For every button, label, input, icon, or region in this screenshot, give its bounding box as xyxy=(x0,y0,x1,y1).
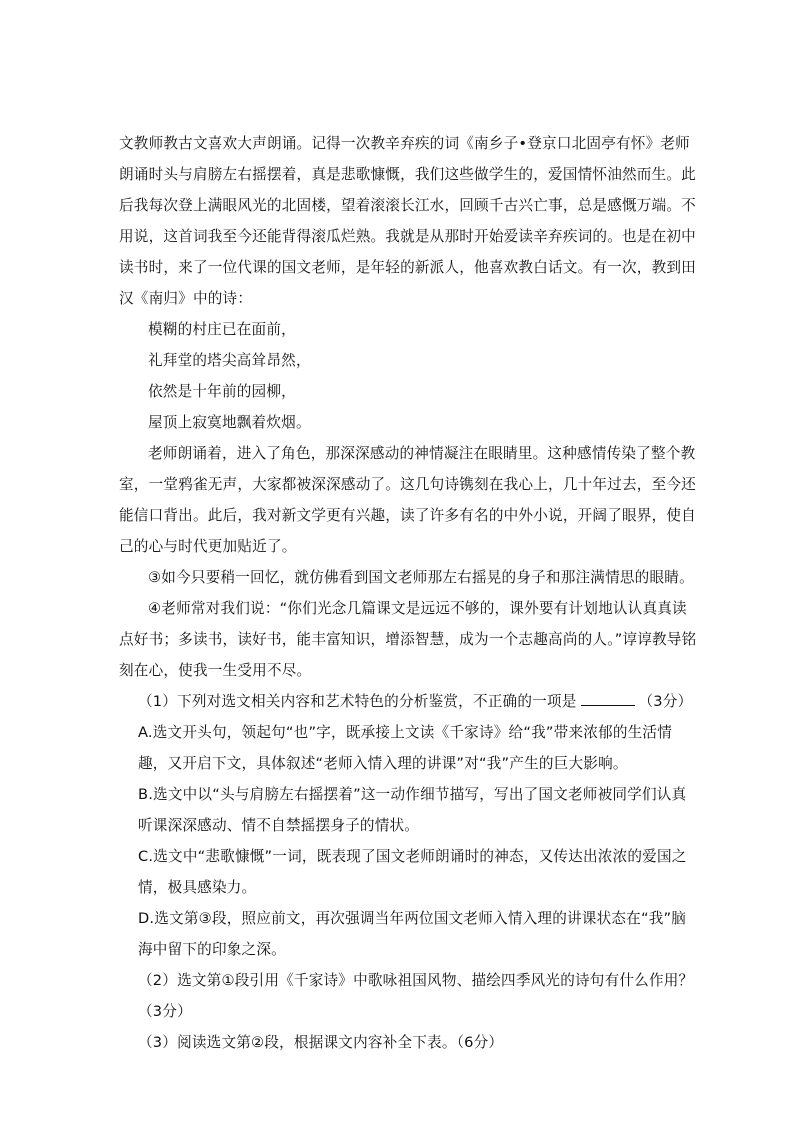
text-line: 老师朗诵着，进入了角色，那深深感动的神情凝注在眼睛里。这种感情传染了整个教 xyxy=(148,445,696,462)
question-stem: （3）阅读选文第②段，根据课文内容补全下表。（6分） xyxy=(138,1034,504,1051)
text-line: 读书时，来了一位代课的国文老师，是年轻的新派人，他喜欢教白话文。有一次，教到田 xyxy=(119,259,696,276)
option-line: B.选文中以“头与肩膀左右摇摆着”这一动作细节描写，写出了国文老师被同学们认真 xyxy=(138,786,687,803)
passage-paragraph-3 xyxy=(119,562,694,593)
poem-line: 礼拜堂的塔尖高耸昂然， xyxy=(148,352,311,369)
question-stem xyxy=(119,686,693,717)
option-line: 听课深深感动、情不自禁摇摆身子的情状。 xyxy=(138,817,420,834)
question-score: （3分） xyxy=(138,1003,192,1020)
text-line: 能信口背出。此后，我对新文学更有兴趣，读了许多有名的中外小说，开阔了眼界，使自 xyxy=(119,507,696,524)
text-line: ④老师常对我们说：“你们光念几篇课文是远远不够的，课外要有计划地认认真真读 xyxy=(148,600,687,617)
passage-paragraph-4 xyxy=(119,593,697,686)
option-line: 趣，又开启下文，具体叙述“老师入情入理的讲课”对“我”产生的巨大影响。 xyxy=(138,755,628,772)
text-line: 后我每次登上满眼风光的北固楼，望着滚滚长江水，回顾千古兴亡事，总是感慨万端。不 xyxy=(119,197,696,214)
option-c xyxy=(119,841,687,903)
text-line: 朗诵时头与肩膀左右摇摆着，真是悲歌慷慨，我们这些做学生的，爱国情怀油然而生。此 xyxy=(119,166,696,183)
question-stem: （2）选文第①段引用《千家诗》中歌咏祖国风物、描绘四季风光的诗句有什么作用？ xyxy=(138,972,694,989)
question-1-stem: （1）下列对选文相关内容和艺术特色的分析鉴赏，不正确的一项是 xyxy=(138,693,577,710)
text-line: 刻在心，使我一生受用不尽。 xyxy=(119,662,312,679)
poem-line: 屋顶上寂寞地飘着炊烟。 xyxy=(148,414,311,431)
option-line: A.选文开头句，领起句“也”字，既承接上文读《千家诗》给“我”带来浓郁的生活情 xyxy=(138,724,673,741)
passage-paragraph-1 xyxy=(119,128,696,314)
document-content xyxy=(119,128,697,1058)
poem-quote xyxy=(119,314,679,438)
question-1 xyxy=(119,686,693,965)
option-line: C.选文中“悲歌慷慨”一词，既表现了国文老师朗诵时的神态，又传达出浓浓的爱国之 xyxy=(138,848,687,865)
text-line: ③如今只要稍一回忆，就仿佛看到国文老师那左右摇晃的身子和那注满情思的眼睛。 xyxy=(148,569,694,586)
text-line: 汉《南归》中的诗： xyxy=(119,290,253,307)
option-a xyxy=(119,717,679,779)
option-d xyxy=(119,903,687,965)
option-line: 海中留下的印象之深。 xyxy=(138,941,286,958)
text-line: 用说，这首词我至今还能背得滚瓜烂熟。我就是从那时开始爱读辛弃疾词的。也是在初中 xyxy=(119,228,696,245)
question-3 xyxy=(119,1027,679,1058)
poem-line: 模糊的村庄已在面前， xyxy=(148,321,296,338)
question-2 xyxy=(119,965,694,1027)
option-b xyxy=(119,779,687,841)
option-line: 情，极具感染力。 xyxy=(138,879,257,896)
question-1-score: （3分） xyxy=(638,693,693,710)
passage-paragraph-2 xyxy=(119,438,696,562)
text-line: 文教师教古文喜欢大声朗诵。记得一次教辛弃疾的词《南乡子•登京口北固亭有怀》老师 xyxy=(119,135,690,152)
text-line: 室，一堂鸦雀无声，大家都被深深感动了。这几句诗镌刻在我心上，几十年过去，至今还 xyxy=(119,476,696,493)
option-line: D.选文第③段，照应前文，再次强调当年两位国文老师入情入理的讲课状态在“我”脑 xyxy=(138,910,687,927)
answer-blank[interactable] xyxy=(581,691,635,706)
text-line: 己的心与时代更加贴近了。 xyxy=(119,538,297,555)
poem-line: 依然是十年前的园柳， xyxy=(148,383,296,400)
text-line: 点好书；多读书，读好书，能丰富知识，增添智慧，成为一个志趣高尚的人。”谆谆教导铭 xyxy=(119,631,697,648)
